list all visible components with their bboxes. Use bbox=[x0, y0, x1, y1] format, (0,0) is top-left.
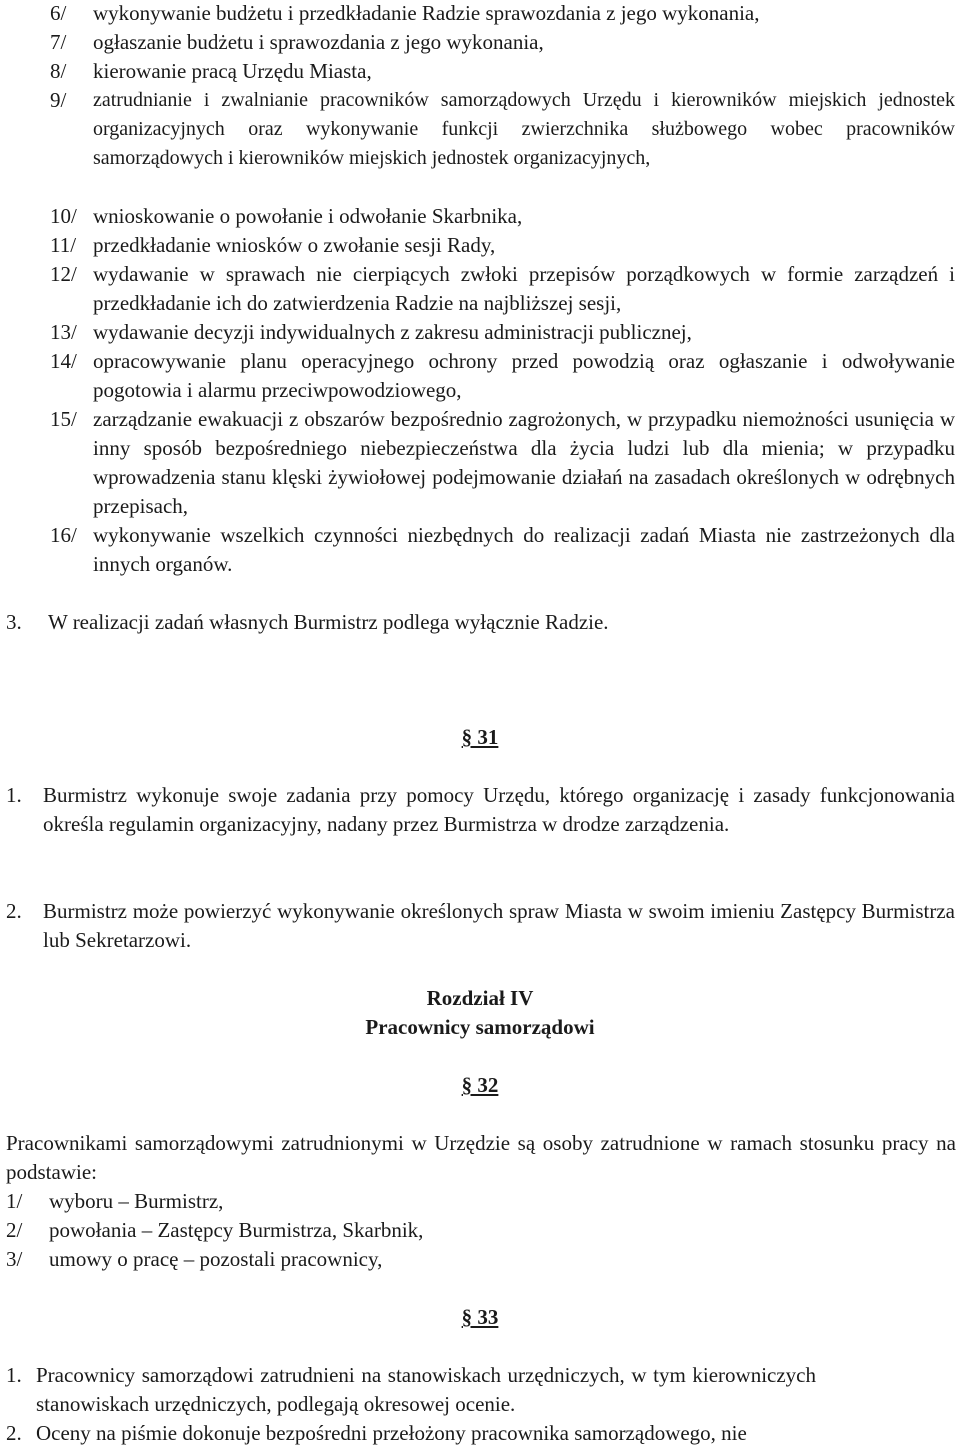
list-item-number: 15/ bbox=[50, 407, 77, 431]
point-text: Oceny na piśmie dokonuje bezpośredni przełożony pracownika samorządowego, nie bbox=[36, 1421, 747, 1445]
chapter-title: Rozdział IV bbox=[426, 986, 534, 1010]
list-item-text: wydawanie decyzji indywidualnych z zakresu administracji publicznej, bbox=[93, 320, 692, 344]
list-item-number: 1/ bbox=[6, 1189, 23, 1213]
list-item-text: umowy o pracę – pozostali pracownicy, bbox=[49, 1247, 383, 1271]
section-heading: § 33 bbox=[461, 1305, 499, 1329]
point-text: W realizacji zadań własnych Burmistrz podlega wyłącznie Radzie. bbox=[48, 610, 609, 634]
list-item-number: 12/ bbox=[50, 262, 77, 286]
list-item-text: ogłaszanie budżetu i sprawozdania z jego wykonania, bbox=[93, 30, 544, 54]
section-heading: § 31 bbox=[461, 725, 499, 749]
list-item-number: 11/ bbox=[50, 233, 77, 257]
list-item-text: powołania – Zastępcy Burmistrza, Skarbnik, bbox=[49, 1218, 424, 1242]
section-heading: § 32 bbox=[461, 1073, 499, 1097]
paragraph: Pracownikami samorządowymi zatrudnionymi w Urzędzie są osoby zatrudnione w ramach stosunku pracy na podstawie: bbox=[6, 1131, 956, 1184]
list-item-number: 9/ bbox=[50, 88, 67, 112]
list-item-text: wnioskowanie o powołanie i odwołanie Skarbnika, bbox=[93, 204, 523, 228]
list-item-text: wykonywanie wszelkich czynności niezbędnych do realizacji zadań Miasta nie zastrzeżonych dla innych organów. bbox=[93, 523, 955, 576]
list-item-number: 2/ bbox=[6, 1218, 23, 1242]
list-item-text: opracowywanie planu operacyjnego ochrony przed powodzią oraz ogłaszanie i odwoływanie pogotowia i alarmu przeciwpowodziowego, bbox=[93, 349, 955, 402]
list-item-text: wydawanie w sprawach nie cierpiących zwłoki przepisów porządkowych w formie zarządzeń i przedkładanie ich do zatwierdzenia Radzie na najbliższej sesji, bbox=[93, 262, 955, 315]
list-item-number: 10/ bbox=[50, 204, 77, 228]
point-text: Burmistrz wykonuje swoje zadania przy pomocy Urzędu, którego organizację i zasady funkcjonowania określa regulamin organizacyjny, nadany przez Burmistrza w drodze zarządzenia. bbox=[43, 783, 955, 836]
list-item-text: zatrudnianie i zwalnianie pracowników samorządowych Urzędu i kierowników miejskich jednostek organizacyjnych oraz wykonywanie funkcji zwierzchnika służbowego wobec pracowników samorządowych i kierowników miejskich jednostek organizacyjnych, bbox=[93, 89, 955, 169]
list-item-number: 14/ bbox=[50, 349, 77, 373]
point-number: 1. bbox=[6, 783, 22, 807]
list-item-number: 13/ bbox=[50, 320, 77, 344]
list-item-text: wykonywanie budżetu i przedkładanie Radzie sprawozdania z jego wykonania, bbox=[93, 1, 760, 25]
point-number: 3. bbox=[6, 610, 22, 634]
list-item-text: kierowanie pracą Urzędu Miasta, bbox=[93, 59, 372, 83]
list-item-number: 7/ bbox=[50, 30, 67, 54]
point-number: 1. bbox=[6, 1363, 22, 1387]
list-item-number: 3/ bbox=[6, 1247, 23, 1271]
point-number: 2. bbox=[6, 899, 22, 923]
chapter-subtitle: Pracownicy samorządowi bbox=[365, 1015, 595, 1039]
list-item-text: przedkładanie wniosków o zwołanie sesji Rady, bbox=[93, 233, 496, 257]
point-number: 2. bbox=[6, 1421, 22, 1445]
point-text: Pracownicy samorządowi zatrudnieni na stanowiskach urzędniczych, w tym kierowniczych stanowiskach urzędniczych, podlegają okresowej ocenie. bbox=[36, 1363, 816, 1416]
list-item-number: 16/ bbox=[50, 523, 77, 547]
list-item-number: 6/ bbox=[50, 1, 67, 25]
list-item-number: 8/ bbox=[50, 59, 67, 83]
list-item-text: wyboru – Burmistrz, bbox=[49, 1189, 224, 1213]
point-text: Burmistrz może powierzyć wykonywanie określonych spraw Miasta w swoim imieniu Zastępcy Burmistrza lub Sekretarzowi. bbox=[43, 899, 955, 952]
list-item-text: zarządzanie ewakuacji z obszarów bezpośrednio zagrożonych, w przypadku niemożności usunięcia w inny sposób bezpośredniego niebezpieczeństwa dla życia ludzi lub dla mienia; w przypadku wprowadzenia stanu klęski żywiołowej podejmowanie działań na zasadach określonych w odrębnych przepisach, bbox=[93, 407, 955, 518]
